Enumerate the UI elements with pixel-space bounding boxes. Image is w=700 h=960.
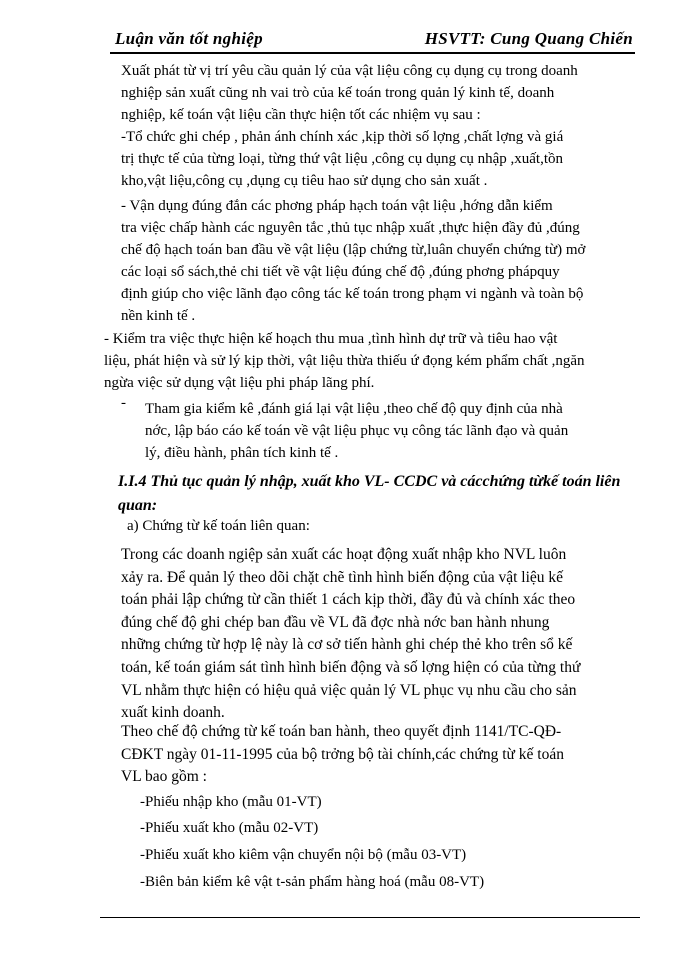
text-line: VL bao gồm : [121, 768, 207, 786]
text-line: định giúp cho việc lãnh đạo công tác kế toán trong phạm vi ngành và toàn bộ [121, 286, 584, 302]
list-item: -Phiếu xuất kho (mẫu 02-VT) [140, 820, 319, 836]
paragraph-task-1 [121, 126, 639, 192]
text-line: nghiệp, kế toán vật liệu cần thực hiện tốt các nhiệm vụ sau : [121, 107, 481, 123]
text-line: VL nhằm thực hiện có hiệu quả việc quản lý VL phục vụ nhu cầu cho sản [121, 681, 577, 699]
text-line: - Vận dụng đúng đắn các phơng pháp hạch toán vật liệu ,hớng dẫn kiểm [121, 198, 553, 214]
text-line: chế độ hạch toán ban đầu về vật liệu (lập chứng từ,luân chuyển chứng từ) mở [121, 242, 586, 258]
paragraph-task-2 [121, 195, 639, 327]
text-line: đúng chế độ ghi chép ban đầu về VL đã đợc nhà nớc ban hành nhung [121, 613, 550, 631]
text-line: -Tổ chức ghi chép , phản ánh chính xác ,kịp thời số lợng ,chất lợng và giá [121, 129, 564, 145]
text-line: các loại sổ sách,thẻ chi tiết về vật liệu đúng chế độ ,đúng phơng phápquy [121, 264, 560, 280]
text-line: nớc, lập báo cáo kế toán về vật liệu phục vụ công tác lãnh đạo và quản [145, 423, 569, 439]
text-line: lý, điều hành, phân tích kinh tế . [145, 445, 339, 461]
text-line: những chứng từ hợp lệ này là cơ sở tiến hành ghi chép thẻ kho trên sổ kế [121, 636, 573, 654]
paragraph-regulation [121, 721, 639, 789]
list-item: -Phiếu nhập kho (mẫu 01-VT) [140, 794, 322, 810]
text-line: nền kinh tế . [121, 308, 196, 324]
text-line: nghiệp sản xuất cũng nh vai trò của kế toán trong quản lý kinh tế, doanh [121, 85, 555, 101]
text-line: xảy ra. Để quản lý theo dõi chặt chẽ tình hình biến động của vật liệu kế [121, 568, 564, 586]
subheading: a) Chứng từ kế toán liên quan: [127, 518, 310, 534]
header-author: HSVTT: Cung Quang Chiến [424, 29, 633, 48]
page-header [110, 28, 635, 54]
paragraph-intro [121, 60, 639, 126]
bullet-dash: - [121, 395, 126, 411]
text-line: trị thực tế của từng loại, từng thứ vật liệu ,công cụ dụng cụ nhập ,xuất,tồn [121, 151, 564, 167]
section-heading: I.I.4 Thủ tục quản lý nhập, xuất kho VL- CCDC và cácchứng từkế toán liên quan: [118, 473, 621, 514]
text-line: tra việc chấp hành các nguyên tắc ,thủ tục nhập xuất ,thực hiện đầy đủ ,đúng [121, 220, 580, 236]
text-line: liệu, phát hiện và sử lý kịp thời, vật liệu thừa thiếu ứ đọng kém phẩm chất ,ngăn [104, 353, 585, 369]
paragraph-task-4 [145, 398, 639, 464]
text-line: xuất kinh doanh. [121, 704, 225, 722]
paragraph-task-3 [104, 328, 639, 394]
text-line: kho,vật liệu,công cụ ,dụng cụ tiêu hao sử dụng cho sản xuất . [121, 173, 488, 189]
text-line: toán, kế toán giám sát tình hình biến động và số lợng hiện có của từng thứ [121, 658, 581, 676]
text-line: Trong các doanh ngiệp sản xuất các hoạt động xuất nhập kho NVL luôn [121, 546, 567, 563]
header-thesis-title: Luận văn tốt nghiệp [115, 29, 263, 48]
text-line: CĐKT ngày 01-11-1995 của bộ trởng bộ tài chính,các chứng từ kế toán [121, 745, 564, 763]
list-item: -Phiếu xuất kho kiêm vận chuyển nội bộ (mẫu 03-VT) [140, 847, 467, 863]
list-item: -Biên bản kiểm kê vật t-sản phẩm hàng hoá (mẫu 08-VT) [140, 874, 485, 890]
paragraph-documents [121, 544, 639, 725]
text-line: Xuất phát từ vị trí yêu cầu quản lý của vật liệu công cụ dụng cụ trong doanh [121, 63, 578, 79]
text-line: Theo chế độ chứng từ kế toán ban hành, theo quyết định 1141/TC-QĐ- [121, 723, 562, 740]
text-line: - Kiểm tra việc thực hiện kế hoạch thu mua ,tình hình dự trữ và tiêu hao vật [104, 331, 558, 347]
footer-divider [100, 917, 640, 918]
text-line: toán phải lập chứng từ cần thiết 1 cách kịp thời, đầy đủ và chính xác theo [121, 591, 576, 609]
text-line: ngừa việc sử dụng vật liệu phi pháp lãng phí. [104, 375, 375, 391]
text-line: Tham gia kiểm kê ,đánh giá lại vật liệu ,theo chế độ quy định của nhà [145, 401, 563, 417]
